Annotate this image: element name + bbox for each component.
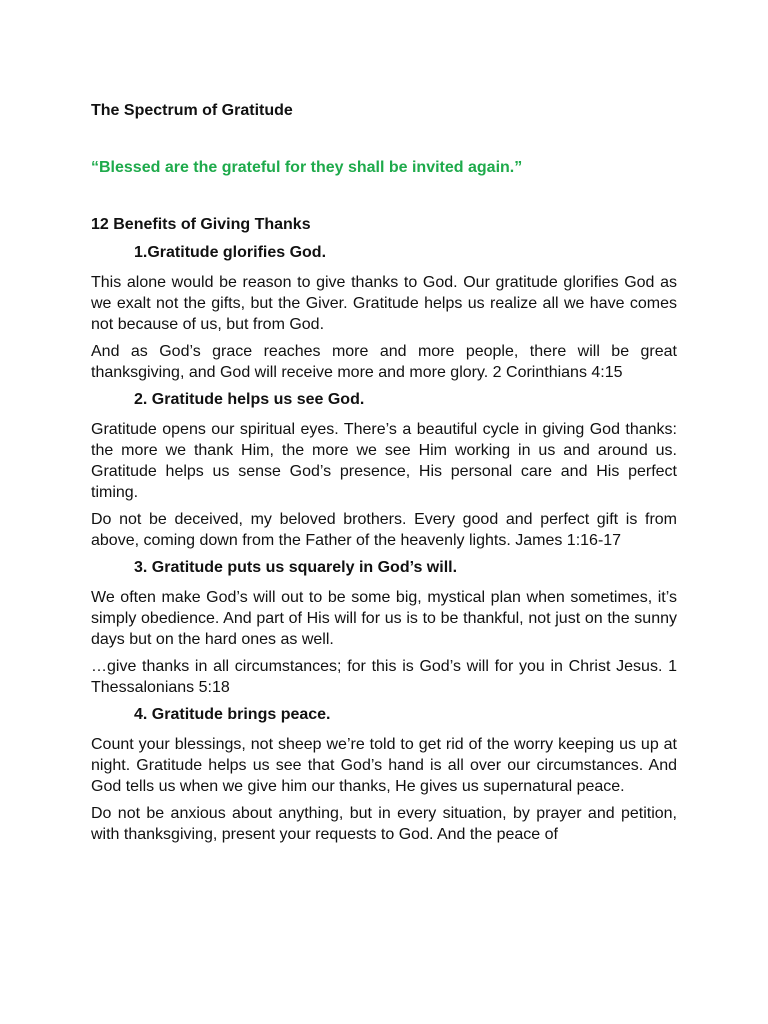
section-title: 12 Benefits of Giving Thanks [91, 216, 311, 233]
benefit-heading-1: 1.Gratitude glorifies God. [134, 244, 327, 261]
scripture-paragraph: …give thanks in all circumstances; for this is God’s will for you in Christ Jesus. 1 Thessalonians 5:18 [91, 658, 677, 696]
scripture-paragraph: Do not be deceived, my beloved brothers. Every good and perfect gift is from above, coming down from the Father of the heavenly lights. James 1:16-17 [91, 511, 677, 549]
scripture-paragraph: And as God’s grace reaches more and more people, there will be great thanksgiving, and God will receive more and more glory. 2 Corinthians 4:15 [91, 343, 677, 381]
body-paragraph: We often make God’s will out to be some big, mystical plan when sometimes, it’s simply obedience. And part of His will for us is to be thankful, not just on the sunny days but on the hard ones as well. [91, 589, 677, 648]
benefit-heading-2: 2. Gratitude helps us see God. [134, 391, 365, 408]
body-paragraph: Count your blessings, not sheep we’re told to get rid of the worry keeping us up at night. Gratitude helps us see that God’s hand is all over our circumstances. And God tells us when we give him our thanks, He gives us supernatural peace. [91, 736, 677, 795]
epigraph-quote: “Blessed are the grateful for they shall be invited again.” [91, 159, 523, 176]
benefit-heading-3: 3. Gratitude puts us squarely in God’s will. [134, 559, 458, 576]
scripture-paragraph: Do not be anxious about anything, but in every situation, by prayer and petition, with thanksgiving, present your requests to God. And the peace of [91, 805, 677, 843]
document-page [91, 100, 677, 845]
body-paragraph: Gratitude opens our spiritual eyes. There’s a beautiful cycle in giving God thanks: the more we thank Him, the more we see Him working in us and around us. Gratitude helps us sense God’s presence, His personal care and His perfect timing. [91, 421, 677, 501]
benefit-heading-4: 4. Gratitude brings peace. [134, 706, 331, 723]
body-paragraph: This alone would be reason to give thanks to God. Our gratitude glorifies God as we exalt not the gifts, but the Giver. Gratitude helps us realize all we have comes not because of us, but from God. [91, 274, 677, 333]
document-title: The Spectrum of Gratitude [91, 102, 293, 119]
